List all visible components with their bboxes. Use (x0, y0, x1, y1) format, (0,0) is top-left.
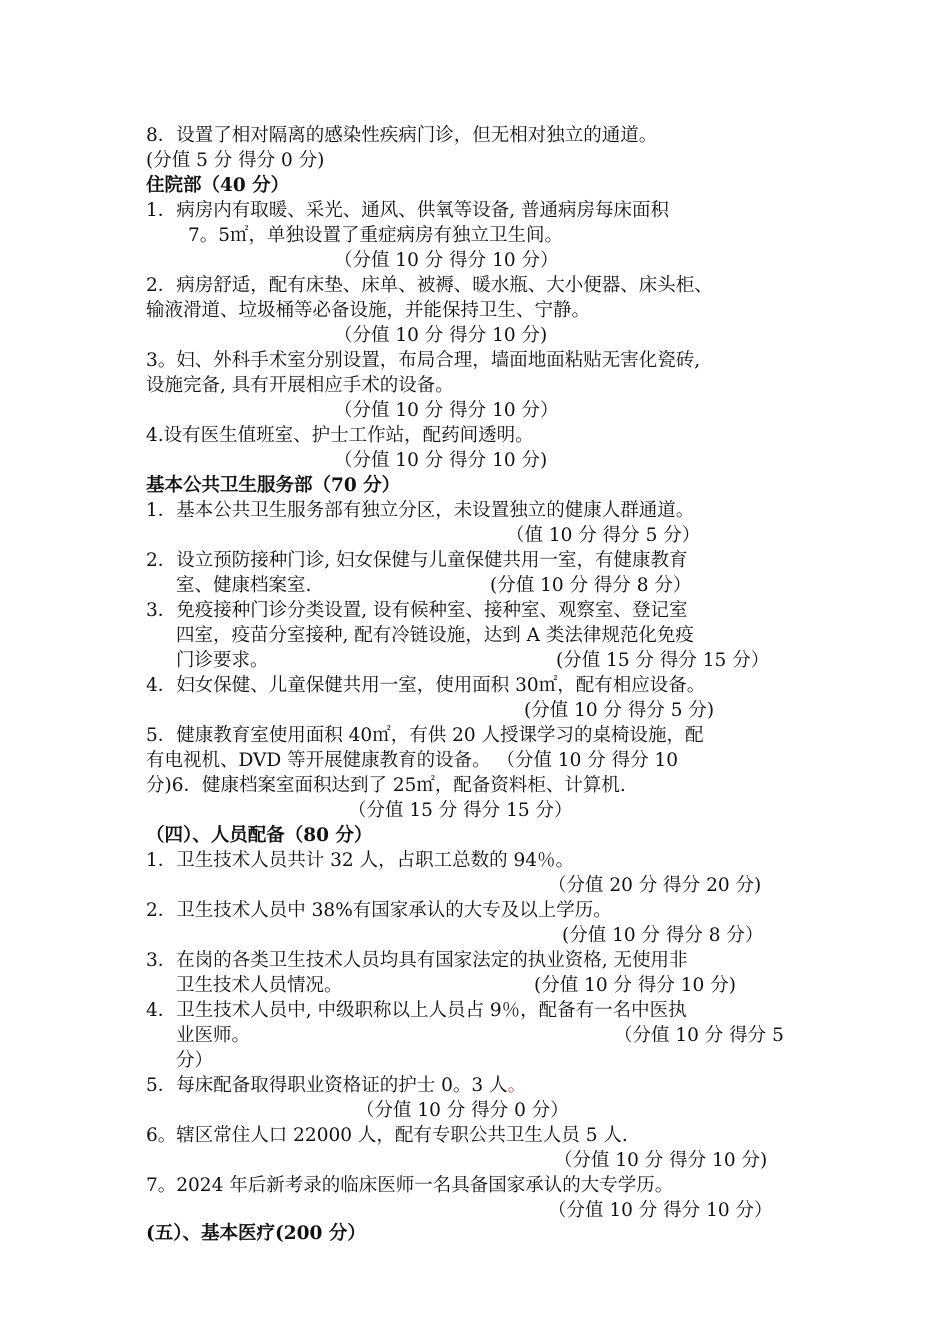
red-punctuation: 。 (507, 1075, 527, 1096)
item-text: 4.设有医生值班室、护士工作站，配药间透明。 (146, 425, 534, 446)
item-text: 3．免疫接种门诊分类设置, 设有候种室、接种室、观察室、登记室 (146, 600, 688, 621)
item-text-continued: 业医师。 (176, 1025, 251, 1046)
score-line: （分值 20 分 得分 20 分) (548, 875, 762, 896)
score-line-continued: 分） (176, 1050, 214, 1071)
item-text: 3。妇、外科手术室分别设置，布局合理，墙面地面粘贴无害化瓷砖, (146, 350, 701, 371)
item-text-continued: 四室，疫苗分室接种, 配有冷链设施，达到 A 类法律规范化免疫 (176, 625, 694, 646)
score-line: （分值 10 分 得分 10 分） (548, 1200, 773, 1221)
item-text-continued: 门诊要求。 (176, 650, 269, 671)
item-text: 5．健康教育室使用面积 40㎡，有供 20 人授课学习的桌椅设施，配 (146, 725, 704, 746)
score-line: （分值 10 分 得分 0 分） (356, 1100, 569, 1121)
section-heading-staffing: （四）、人员配备（80 分） (146, 825, 373, 846)
item-text-continued: 分)6．健康档案室面积达到了 25㎡，配备资料柜、计算机. (146, 775, 626, 796)
item-text: 7。2024 年后新考录的临床医师一名具备国家承认的大专学历。 (146, 1175, 674, 1196)
item-text-body: 5．每床配备取得职业资格证的护士 0。3 人 (146, 1075, 508, 1096)
score-line: （分值 10 分 得分 10 分） (334, 400, 559, 421)
item-text: 2．病房舒适，配有床垫、床单、被褥、暖水瓶、大小便器、床头柜、 (146, 275, 713, 296)
item-text: 4．卫生技术人员中, 中级职称以上人员占 9％，配备有一名中医执 (146, 1000, 687, 1021)
item-text: 2．设立预防接种门诊, 妇女保健与儿童保健共用一室，有健康教育 (146, 550, 688, 571)
item-text-continued: 卫生技术人员情况。 (176, 975, 343, 996)
score-line: （分值 10 分 得分 10 分) (334, 325, 548, 346)
item-text-continued: 有电视机、DVD 等开展健康教育的设备。 （分值 10 分 得分 10 (146, 750, 679, 771)
item-text-continued: 设施完备, 具有开展相应手术的设备。 (146, 375, 454, 396)
section-heading-inpatient: 住院部（40 分） (146, 175, 290, 196)
item-text: 1．基本公共卫生服务部有独立分区，未设置独立的健康人群通道。 (146, 500, 695, 521)
section-heading-basic-medical: (五）、基本医疗(200 分） (146, 1223, 366, 1244)
item-text (146, 1074, 526, 1098)
score-line: （分值 10 分 得分 10 分) (554, 1150, 768, 1171)
section-heading-public-health: 基本公共卫生服务部（70 分） (146, 475, 401, 496)
item-text: 1．病房内有取暖、采光、通风、供氧等设备, 普通病房每床面积 (146, 200, 670, 221)
item-8-text: 8．设置了相对隔离的感染性疾病门诊，但无相对独立的通道。 (146, 125, 658, 146)
score-line: (分值 10 分 得分 10 分) (534, 975, 736, 996)
item-text-continued: 室、健康档案室. (176, 575, 312, 596)
score-line: （值 10 分 得分 5 分） (506, 525, 701, 546)
score-line: (分值 5 分 得分 0 分) (146, 150, 325, 171)
score-line: (分值 10 分 得分 8 分） (562, 925, 764, 946)
item-text: 6。辖区常住人口 22000 人，配有专职公共卫生人员 5 人. (146, 1125, 628, 1146)
score-line: （分值 10 分 得分 10 分） (334, 250, 559, 271)
score-line: （分值 15 分 得分 15 分） (348, 800, 573, 821)
score-line: (分值 10 分 得分 8 分） (490, 575, 692, 596)
item-text: 4．妇女保健、儿童保健共用一室，使用面积 30㎡，配有相应设备。 (146, 675, 706, 696)
score-line: （分值 10 分 得分 10 分) (334, 450, 548, 471)
score-line: (分值 15 分 得分 15 分） (556, 650, 770, 671)
item-text: 3．在岗的各类卫生技术人员均具有国家法定的执业资格, 无使用非 (146, 950, 688, 971)
score-line: (分值 10 分 得分 5 分) (524, 700, 715, 721)
item-text-continued: 输液滑道、垃圾桶等必备设施，并能保持卫生、宁静。 (146, 300, 591, 321)
score-line: （分值 10 分 得分 5 (614, 1025, 784, 1046)
item-text-continued: 7。5㎡，单独设置了重症病房有独立卫生间。 (188, 225, 564, 246)
item-text: 2．卫生技术人员中 38%有国家承认的大专及以上学历。 (146, 900, 612, 921)
item-text: 1．卫生技术人员共计 32 人，占职工总数的 94％。 (146, 850, 574, 871)
